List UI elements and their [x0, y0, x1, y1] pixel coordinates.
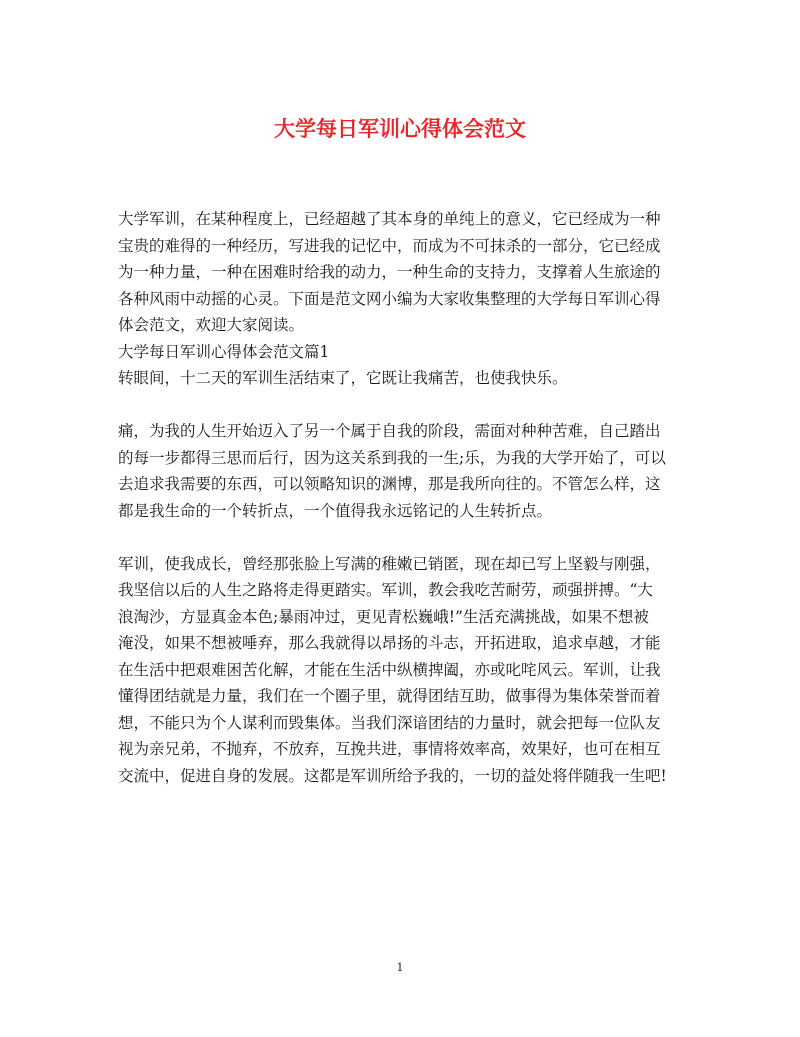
text-line: 去追求我需要的东西，可以领略知识的渊博，那是我所向往的。不管怎么样，这: [118, 475, 661, 493]
document-title: 大学每日军训心得体会范文: [274, 117, 526, 141]
text-line: 为一种力量，一种在困难时给我的动力，一种生命的支持力，支撑着人生旅途的: [118, 263, 661, 281]
paragraph-gap: [118, 524, 688, 551]
document-body: [118, 206, 688, 789]
text-line: 的每一步都得三思而后行，因为这关系到我的一生;乐，为我的大学开始了，可以: [118, 448, 666, 467]
text-line: 军训，使我成长，曾经那张脸上写满的稚嫩已销匿，现在却已写上坚毅与刚强，: [118, 554, 661, 573]
text-line: 视为亲兄弟，不抛弃，不放弃，互挽共进，事情将效率高，效果好，也可在相互: [118, 740, 661, 758]
text-line: 都是我生命的一个转折点，一个值得我永远铭记的人生转折点。: [118, 501, 553, 520]
text-line: 大学军训，在某种程度上，已经超越了其本身的单纯上的意义，它已经成为一种: [118, 210, 661, 228]
section-heading: 大学每日军训心得体会范文篇1: [118, 342, 330, 361]
text-line: 交流中，促进自身的发展。这都是军训所给予我的，一切的益处将伴随我一生吧!: [118, 766, 667, 785]
page-number: 1: [396, 961, 404, 974]
text-line: 各种风雨中动摇的心灵。下面是范文网小编为大家收集整理的大学每日军训心得: [118, 289, 661, 308]
text-line: 想，不能只为个人谋利而毁集体。当我们深谙团结的力量时，就会把每一位队友: [118, 713, 661, 732]
text-line: 浪淘沙，方显真金本色;暴雨冲过，更见青松巍峨!”生活充满挑战，如果不想被: [118, 607, 649, 626]
text-line: 痛，为我的人生开始迈入了另一个属于自我的阶段，需面对种种苦难，自己踏出: [118, 422, 661, 440]
text-line: 我坚信以后的人生之路将走得更踏实。军训，教会我吃苦耐劳，顽强拼搏。“大: [118, 581, 653, 599]
text-line: 宝贵的难得的一种经历，写进我的记忆中，而成为不可抹杀的一部分，它已经成: [118, 236, 661, 255]
text-line: 体会范文，欢迎大家阅读。: [118, 316, 305, 334]
text-line: 转眼间，十二天的军训生活结束了，它既让我痛苦，也使我快乐。: [118, 369, 568, 387]
text-line: 淹没，如果不想被唾弃，那么我就得以昂扬的斗志，开拓进取，追求卓越，才能: [118, 634, 661, 652]
text-line: 在生活中把艰难困苦化解，才能在生活中纵横捭阖，亦或叱咤风云。军训，让我: [118, 660, 661, 679]
text-line: 懂得团结就是力量，我们在一个圈子里，就得团结互助，做事得为集体荣誉而着: [118, 687, 661, 705]
paragraph-gap: [118, 392, 688, 419]
